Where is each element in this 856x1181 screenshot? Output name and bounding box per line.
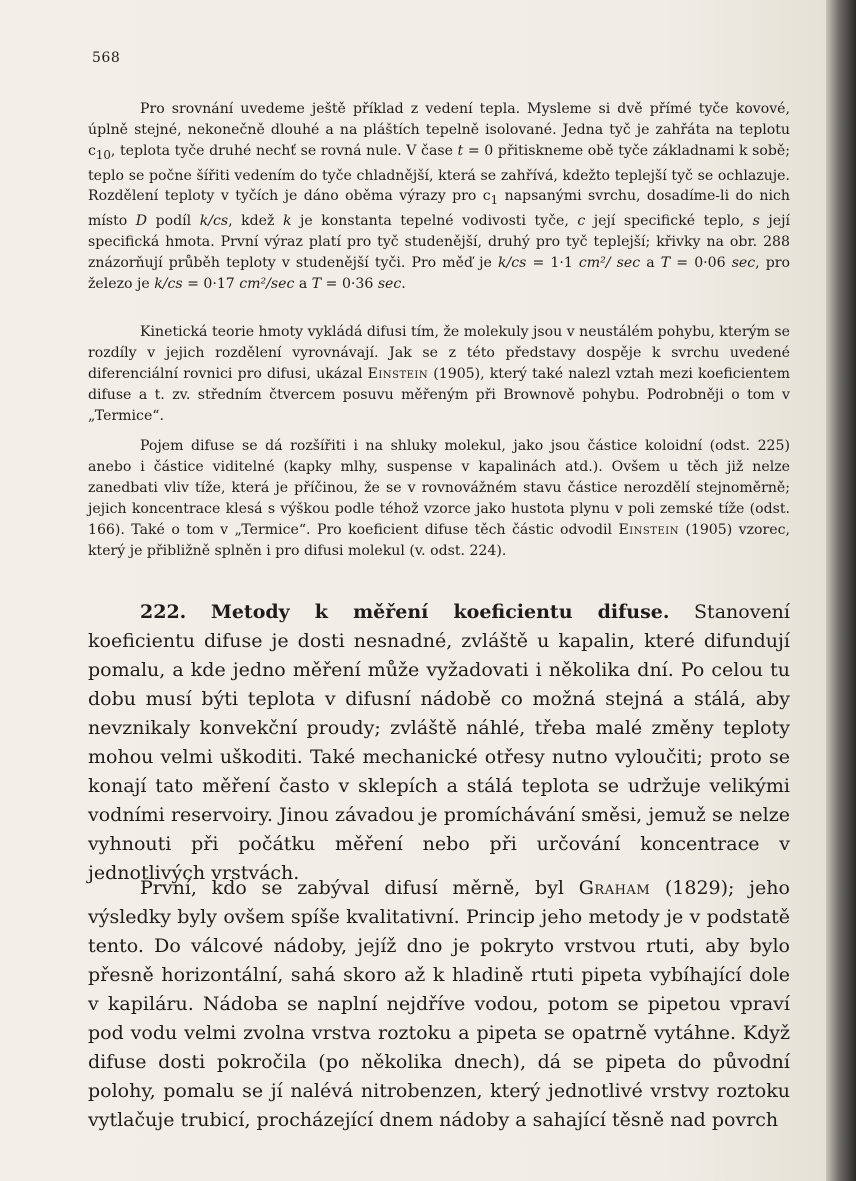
section-heading: Metody k měření koeficientu difuse.	[210, 601, 670, 623]
page-number: 568	[92, 50, 121, 66]
paragraph-heat-conduction: Pro srovnání uvedeme ještě příklad z vedení tepla. Mysleme si dvě přímé tyče kovové, úplně stejné, nekonečně dlouhé a na pláštích tepelně isolované. Jedna tyč je zahřáta na teplotu $c_{10}$, teplota tyče druhé nechť se rovná nule. V čase t = 0 přitiskneme obě tyče základnami k sobě; teplo se počne šířiti vedením do tyče chladnější, která se zahřívá, kdežto teplejší tyč se ochlazuje. Rozdělení teploty v tyčích je dáno oběma výrazy pro $c_1$ napsanými svrchu, dosadíme-li do nich místo D podíl k/cs, kdež k je konstanta tepelné vodivosti tyče, c její specifické teplo, s její specifická hmota. První výraz platí pro tyč studenější, druhý pro tyč teplejší; křivky na obr. 288 znázorňují průběh teploty v studenější tyči. Pro měď je k/cs = 1·1 cm²/ sec a T = 0·06 sec, pro železo je k/cs = 0·17 cm²/sec a T = 0·36 sec.	[88, 101, 791, 292]
paragraph-kinetic-theory: Kinetická teorie hmoty vykládá difusi tím, že molekuly jsou v neustálém pohybu, kterým se rozdíly v jejich rozdělení vyrovnávají. Jak se z této představy dospěje k svrchu uvedené diferenciální rovnici pro difusi, ukázal Einstein (1905), který také nalezl vztah mezi koeficientem difuse a t. zv. středním čtvercem posuvu měřeným při Brownově pohybu. Podrobněji o tom v „Termice“.	[88, 324, 790, 424]
paragraph-particle-diffusion: Pojem difuse se dá rozšířiti i na shluky molekul, jako jsou částice koloidní (odst. 225) anebo i částice viditelné (kapky mlhy, suspense v kapalinách atd.). Ovšem u těch již nelze zanedbati vliv tíže, která je příčinou, že se v rovnovážném stavu částice nerozdělí stejnoměrně; jejich koncentrace klesá s výškou podle téhož vzorce jako hustota plynu v poli zemské tíže (odst. 166). Také o tom v „Termice“. Pro koeficient difuse těch částic odvodil Einstein (1905) vzorec, který je přibližně splněn i pro difusi molekul (v. odst. 224).	[88, 438, 790, 559]
paragraph-graham-method: První, kdo se zabýval difusí měrně, byl Graham (1829); jeho výsledky byly ovšem spíše kvalitativní. Princip jeho metody je v podstatě tento. Do válcové nádoby, jejíž dno je pokryto vrstvou rtuti, aby bylo přesně horizontální, sahá skoro až k hladině rtuti pipeta vybíhající dole v kapiláru. Nádoba se naplní nejdříve vodou, potom se pipetou vpraví pod vodu velmi zvolna vrstva roztoku a pipeta se opatrně vytáhne. Když difuse dosti pokročila (po několika dnech), dá se pipeta do původní polohy, pomalu se jí nalévá nitrobenzen, který jednotlivé vrstvy roztoku vytlačuje trubicí, procházející dnem nádoby a sahající těsně nad povrch	[88, 877, 790, 1131]
book-gutter-shadow	[826, 0, 856, 1181]
section-222: 222. Metody k měření koeficientu difuse. Stanovení koeficientu difuse je dosti nesnadné, zvláště u kapalin, které difundují pomalu, a kde jedno měření může vyžadovati i několika dní. Po celou tu dobu musí býti teplota v difusní nádobě co možná stejná a stálá, aby nevznikaly konvekční proudy; zvláště náhlé, třeba malé změny teploty mohou velmi uškoditi. Také mechanické otřesy nutno vyloučiti; proto se konají tato měření často v sklepích a stálá teplota se udržuje velikými vodními reservoiry. Jinou závadou je promíchávání směsi, jemuž se nelze vyhnouti při počátku měření nebo při určování koncentrace v jednotlivých vrstvách.	[88, 601, 790, 884]
section-number: 222.	[140, 601, 187, 623]
